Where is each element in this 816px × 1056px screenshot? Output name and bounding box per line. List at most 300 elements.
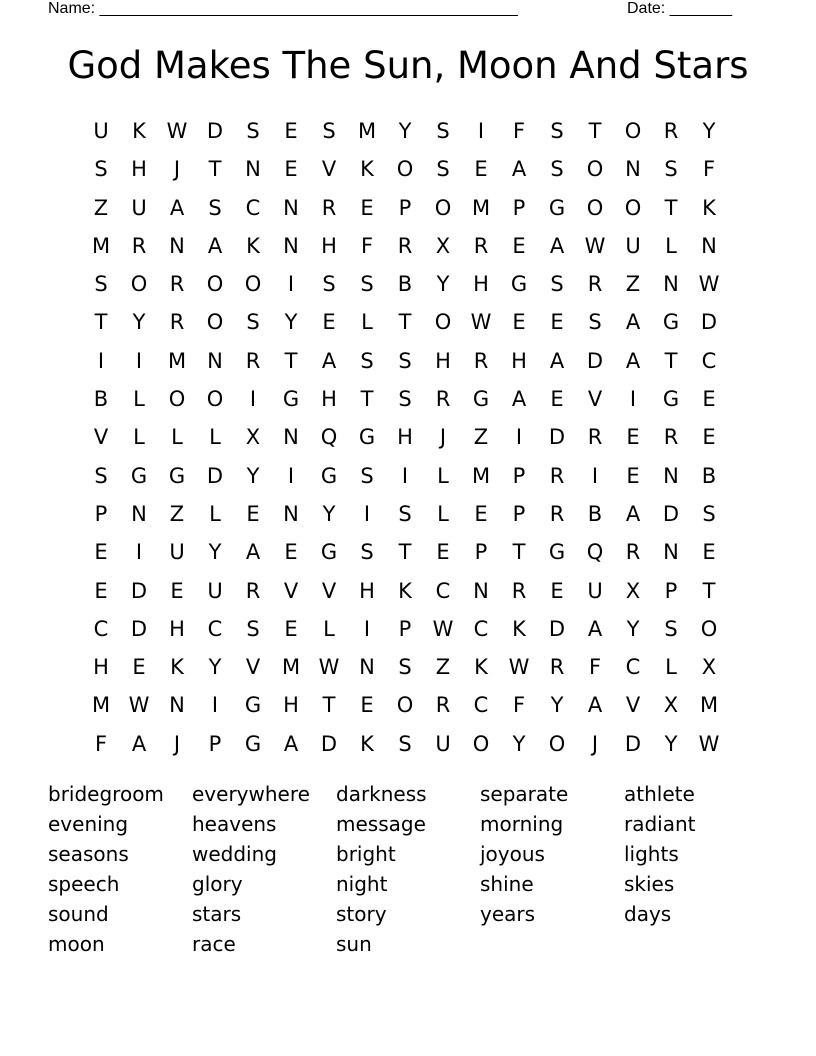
grid-letter: E bbox=[284, 540, 298, 565]
grid-letter: Y bbox=[702, 119, 716, 143]
grid-letter: K bbox=[360, 731, 374, 756]
grid-letter: S bbox=[322, 119, 336, 143]
grid-letter: J bbox=[173, 157, 181, 182]
grid-letter: H bbox=[359, 578, 375, 603]
word-list-item: sun bbox=[336, 932, 372, 956]
grid-letter: I bbox=[287, 272, 295, 297]
grid-letter: V bbox=[321, 578, 337, 603]
grid-letter: Y bbox=[398, 119, 412, 143]
grid-letter: S bbox=[398, 348, 412, 373]
word-list-item: moon bbox=[48, 932, 105, 956]
grid-letter: V bbox=[283, 578, 299, 603]
grid-row bbox=[82, 380, 728, 418]
grid-letter: R bbox=[435, 387, 451, 412]
grid-letter: J bbox=[173, 731, 181, 756]
grid-letter: Z bbox=[435, 655, 451, 680]
grid-letter: A bbox=[511, 387, 527, 412]
grid-letter: G bbox=[244, 693, 262, 718]
grid-row bbox=[82, 648, 728, 686]
grid-letter: Y bbox=[322, 501, 336, 526]
word-list-item: lights bbox=[624, 842, 679, 866]
grid-letter: L bbox=[437, 501, 449, 526]
grid-letter: M bbox=[357, 119, 377, 143]
grid-letter: R bbox=[625, 540, 641, 565]
grid-letter: N bbox=[625, 157, 641, 182]
grid-letter: I bbox=[135, 348, 143, 373]
grid-letter: U bbox=[131, 195, 147, 220]
grid-letter: K bbox=[398, 578, 412, 603]
grid-letter: E bbox=[474, 157, 488, 182]
grid-letter: H bbox=[435, 348, 451, 373]
grid-letter: I bbox=[515, 425, 523, 450]
grid-letter: H bbox=[397, 425, 413, 450]
grid-letter: O bbox=[396, 157, 414, 182]
grid-letter: E bbox=[626, 425, 640, 450]
grid-letter: N bbox=[473, 578, 489, 603]
grid-letter: A bbox=[169, 195, 185, 220]
word-list-item: race bbox=[192, 932, 236, 956]
grid-letter: R bbox=[169, 272, 185, 297]
word-list-item: days bbox=[624, 902, 672, 926]
grid-letter: Y bbox=[626, 616, 640, 641]
grid-letter: Y bbox=[208, 655, 222, 680]
grid-letter: H bbox=[131, 157, 147, 182]
grid-letter: L bbox=[209, 501, 221, 526]
grid-letter: O bbox=[244, 272, 262, 297]
grid-letter: B bbox=[587, 501, 603, 526]
grid-letter: S bbox=[360, 348, 374, 373]
grid-letter: S bbox=[246, 616, 260, 641]
grid-letter: S bbox=[550, 157, 564, 182]
letter-grid bbox=[82, 112, 728, 763]
grid-letter: T bbox=[664, 348, 678, 373]
grid-letter: E bbox=[550, 387, 564, 412]
grid-letter: B bbox=[701, 463, 717, 488]
grid-letter: O bbox=[586, 157, 604, 182]
grid-letter: R bbox=[245, 578, 261, 603]
grid-letter: C bbox=[701, 348, 717, 373]
grid-letter: E bbox=[436, 540, 450, 565]
grid-letter: O bbox=[548, 731, 566, 756]
grid-letter: G bbox=[168, 463, 186, 488]
grid-letter: E bbox=[550, 310, 564, 335]
grid-letter: T bbox=[94, 310, 108, 335]
grid-letter: Q bbox=[320, 425, 338, 450]
grid-letter: W bbox=[508, 655, 530, 680]
word-list-item: evening bbox=[48, 812, 129, 836]
grid-letter: D bbox=[130, 578, 148, 603]
grid-letter: P bbox=[512, 463, 526, 488]
grid-letter: M bbox=[699, 693, 719, 718]
grid-letter: A bbox=[625, 348, 641, 373]
grid-letter: G bbox=[662, 310, 680, 335]
grid-letter: K bbox=[246, 233, 260, 258]
grid-letter: H bbox=[511, 348, 527, 373]
grid-letter: C bbox=[435, 578, 451, 603]
grid-letter: A bbox=[587, 616, 603, 641]
grid-letter: S bbox=[664, 616, 678, 641]
grid-letter: G bbox=[320, 540, 338, 565]
grid-letter: A bbox=[625, 501, 641, 526]
grid-letter: S bbox=[208, 195, 222, 220]
grid-letter: N bbox=[663, 272, 679, 297]
grid-letter: P bbox=[664, 578, 678, 603]
grid-letter: W bbox=[698, 731, 720, 756]
grid-letter: S bbox=[94, 157, 108, 182]
name-field-label: Name: _______________________________________________ bbox=[48, 0, 518, 17]
grid-letter: W bbox=[318, 655, 340, 680]
grid-letter: V bbox=[625, 693, 641, 718]
grid-letter: D bbox=[206, 119, 224, 143]
grid-letter: D bbox=[586, 348, 604, 373]
grid-letter: C bbox=[245, 195, 261, 220]
grid-letter: T bbox=[512, 540, 526, 565]
grid-letter: L bbox=[209, 425, 221, 450]
grid-letter: F bbox=[94, 731, 108, 756]
grid-letter: W bbox=[584, 233, 606, 258]
grid-letter: O bbox=[472, 731, 490, 756]
word-list-item: shine bbox=[480, 872, 534, 896]
grid-letter: I bbox=[363, 501, 371, 526]
grid-letter: O bbox=[130, 272, 148, 297]
grid-letter: N bbox=[701, 233, 717, 258]
grid-letter: O bbox=[434, 310, 452, 335]
grid-letter: S bbox=[436, 157, 450, 182]
page-title: God Makes The Sun, Moon And Stars bbox=[67, 44, 749, 87]
grid-letter: N bbox=[283, 195, 299, 220]
grid-letter: I bbox=[211, 693, 219, 718]
word-list-item: morning bbox=[480, 812, 564, 836]
grid-letter: T bbox=[360, 387, 374, 412]
grid-letter: T bbox=[664, 195, 678, 220]
grid-letter: X bbox=[701, 655, 717, 680]
grid-letter: K bbox=[132, 119, 146, 143]
grid-letter: M bbox=[471, 195, 491, 220]
grid-letter: A bbox=[625, 310, 641, 335]
grid-letter: Y bbox=[246, 463, 260, 488]
grid-letter: W bbox=[698, 272, 720, 297]
grid-letter: Y bbox=[132, 310, 146, 335]
grid-letter: P bbox=[474, 540, 488, 565]
grid-letter: H bbox=[283, 693, 299, 718]
grid-letter: S bbox=[664, 157, 678, 182]
grid-letter: E bbox=[94, 578, 108, 603]
grid-letter: S bbox=[360, 540, 374, 565]
grid-letter: A bbox=[549, 348, 565, 373]
grid-letter: L bbox=[437, 463, 449, 488]
word-list-item: bridegroom bbox=[48, 782, 164, 806]
grid-letter: R bbox=[587, 272, 603, 297]
word-list-item: years bbox=[480, 902, 536, 926]
grid-letter: V bbox=[245, 655, 261, 680]
grid-letter: D bbox=[548, 425, 566, 450]
grid-row bbox=[82, 572, 728, 610]
grid-letter: D bbox=[700, 310, 718, 335]
word-list-item: stars bbox=[192, 902, 242, 926]
grid-letter: O bbox=[624, 119, 642, 143]
grid-letter: N bbox=[283, 501, 299, 526]
grid-letter: E bbox=[170, 578, 184, 603]
grid-letter: N bbox=[283, 425, 299, 450]
word-list-item: athlete bbox=[624, 782, 695, 806]
grid-letter: S bbox=[360, 463, 374, 488]
grid-letter: J bbox=[591, 731, 599, 756]
grid-row bbox=[82, 457, 728, 495]
grid-letter: E bbox=[284, 119, 298, 143]
grid-letter: T bbox=[322, 693, 336, 718]
grid-letter: D bbox=[130, 616, 148, 641]
grid-letter: U bbox=[435, 731, 451, 756]
grid-letter: Z bbox=[169, 501, 185, 526]
grid-letter: R bbox=[397, 233, 413, 258]
grid-row bbox=[82, 189, 728, 227]
grid-letter: Z bbox=[93, 195, 109, 220]
word-list-item: everywhere bbox=[192, 782, 310, 806]
grid-letter: E bbox=[284, 616, 298, 641]
grid-letter: G bbox=[320, 463, 338, 488]
grid-letter: Y bbox=[208, 540, 222, 565]
grid-letter: D bbox=[206, 463, 224, 488]
grid-letter: W bbox=[128, 693, 150, 718]
grid-letter: U bbox=[207, 578, 223, 603]
grid-letter: P bbox=[398, 616, 412, 641]
grid-letter: S bbox=[588, 310, 602, 335]
grid-letter: E bbox=[702, 540, 716, 565]
grid-letter: S bbox=[550, 272, 564, 297]
grid-letter: A bbox=[321, 348, 337, 373]
grid-letter: R bbox=[663, 119, 679, 143]
grid-letter: V bbox=[587, 387, 603, 412]
grid-letter: A bbox=[207, 233, 223, 258]
grid-letter: E bbox=[474, 501, 488, 526]
grid-letter: F bbox=[588, 655, 602, 680]
grid-letter: E bbox=[246, 501, 260, 526]
grid-letter: A bbox=[587, 693, 603, 718]
grid-letter: Y bbox=[664, 731, 678, 756]
grid-letter: T bbox=[284, 348, 298, 373]
grid-letter: O bbox=[624, 195, 642, 220]
grid-letter: W bbox=[432, 616, 454, 641]
grid-letter: O bbox=[396, 693, 414, 718]
grid-letter: S bbox=[94, 463, 108, 488]
word-list-item: heavens bbox=[192, 812, 277, 836]
grid-letter: L bbox=[361, 310, 373, 335]
grid-letter: Y bbox=[550, 693, 564, 718]
grid-letter: I bbox=[591, 463, 599, 488]
word-list-item: wedding bbox=[192, 842, 277, 866]
grid-letter: I bbox=[477, 119, 485, 143]
grid-letter: N bbox=[169, 233, 185, 258]
grid-row bbox=[82, 533, 728, 571]
grid-letter: C bbox=[207, 616, 223, 641]
grid-row bbox=[82, 342, 728, 380]
grid-letter: H bbox=[93, 655, 109, 680]
grid-letter: P bbox=[512, 195, 526, 220]
grid-row bbox=[82, 227, 728, 265]
grid-letter: H bbox=[473, 272, 489, 297]
grid-letter: E bbox=[512, 310, 526, 335]
grid-letter: T bbox=[398, 540, 412, 565]
grid-letter: X bbox=[435, 233, 451, 258]
grid-letter: R bbox=[473, 348, 489, 373]
word-list-item: message bbox=[336, 812, 426, 836]
grid-letter: O bbox=[206, 310, 224, 335]
grid-letter: O bbox=[586, 195, 604, 220]
grid-letter: G bbox=[548, 195, 566, 220]
grid-letter: S bbox=[246, 310, 260, 335]
grid-letter: M bbox=[91, 233, 111, 258]
grid-letter: K bbox=[170, 655, 184, 680]
grid-letter: R bbox=[511, 578, 527, 603]
grid-letter: E bbox=[626, 463, 640, 488]
word-list-item: seasons bbox=[48, 842, 129, 866]
grid-row bbox=[82, 303, 728, 341]
grid-letter: O bbox=[434, 195, 452, 220]
grid-letter: S bbox=[436, 119, 450, 143]
grid-letter: E bbox=[702, 425, 716, 450]
grid-letter: S bbox=[398, 387, 412, 412]
grid-letter: B bbox=[397, 272, 413, 297]
word-list-item: separate bbox=[480, 782, 569, 806]
grid-letter: D bbox=[320, 731, 338, 756]
grid-letter: T bbox=[398, 310, 412, 335]
grid-letter: I bbox=[363, 616, 371, 641]
grid-letter: N bbox=[131, 501, 147, 526]
grid-letter: S bbox=[360, 272, 374, 297]
grid-letter: U bbox=[625, 233, 641, 258]
grid-letter: L bbox=[171, 425, 183, 450]
grid-letter: R bbox=[245, 348, 261, 373]
grid-letter: S bbox=[550, 119, 564, 143]
grid-letter: R bbox=[131, 233, 147, 258]
grid-letter: O bbox=[206, 272, 224, 297]
word-list-item: story bbox=[336, 902, 387, 926]
grid-letter: B bbox=[93, 387, 109, 412]
grid-letter: I bbox=[97, 348, 105, 373]
grid-letter: S bbox=[246, 119, 260, 143]
word-list-item: glory bbox=[192, 872, 243, 896]
grid-letter: G bbox=[282, 387, 300, 412]
grid-row bbox=[82, 495, 728, 533]
grid-letter: T bbox=[588, 119, 602, 143]
grid-letter: C bbox=[93, 616, 109, 641]
grid-row bbox=[82, 265, 728, 303]
grid-letter: W bbox=[166, 119, 188, 143]
grid-row bbox=[82, 418, 728, 456]
grid-letter: N bbox=[663, 540, 679, 565]
grid-letter: G bbox=[244, 731, 262, 756]
grid-letter: V bbox=[93, 425, 109, 450]
grid-letter: K bbox=[512, 616, 526, 641]
grid-letter: E bbox=[702, 387, 716, 412]
grid-letter: X bbox=[625, 578, 641, 603]
grid-letter: S bbox=[398, 731, 412, 756]
grid-letter: Y bbox=[436, 272, 450, 297]
grid-letter: E bbox=[132, 655, 146, 680]
grid-letter: E bbox=[360, 195, 374, 220]
grid-letter: K bbox=[360, 157, 374, 182]
word-list-item: joyous bbox=[480, 842, 545, 866]
grid-letter: R bbox=[169, 310, 185, 335]
grid-letter: C bbox=[473, 616, 489, 641]
grid-letter: Y bbox=[284, 310, 298, 335]
grid-row bbox=[82, 150, 728, 188]
grid-letter: I bbox=[401, 463, 409, 488]
grid-letter: A bbox=[131, 731, 147, 756]
grid-letter: S bbox=[702, 501, 716, 526]
grid-letter: L bbox=[133, 425, 145, 450]
word-list-item: skies bbox=[624, 872, 675, 896]
grid-letter: N bbox=[245, 157, 261, 182]
date-field-label: Date: _______ bbox=[627, 0, 732, 17]
grid-letter: G bbox=[548, 540, 566, 565]
grid-letter: D bbox=[662, 501, 680, 526]
grid-letter: K bbox=[702, 195, 716, 220]
grid-letter: H bbox=[321, 387, 337, 412]
grid-letter: N bbox=[207, 348, 223, 373]
word-list-item: bright bbox=[336, 842, 396, 866]
grid-letter: Z bbox=[473, 425, 489, 450]
grid-letter: S bbox=[398, 501, 412, 526]
grid-letter: F bbox=[702, 157, 716, 182]
grid-letter: N bbox=[359, 655, 375, 680]
word-list-item: darkness bbox=[336, 782, 427, 806]
grid-letter: D bbox=[548, 616, 566, 641]
word-list-item: speech bbox=[48, 872, 120, 896]
grid-letter: A bbox=[511, 157, 527, 182]
grid-letter: T bbox=[702, 578, 716, 603]
grid-letter: C bbox=[625, 655, 641, 680]
grid-letter: F bbox=[512, 693, 526, 718]
grid-letter: S bbox=[94, 272, 108, 297]
grid-letter: E bbox=[550, 578, 564, 603]
grid-letter: N bbox=[169, 693, 185, 718]
grid-letter: V bbox=[321, 157, 337, 182]
grid-letter: O bbox=[206, 387, 224, 412]
grid-letter: F bbox=[512, 119, 526, 143]
grid-letter: G bbox=[472, 387, 490, 412]
grid-letter: P bbox=[94, 501, 108, 526]
grid-letter: D bbox=[624, 731, 642, 756]
grid-row bbox=[82, 610, 728, 648]
grid-letter: G bbox=[130, 463, 148, 488]
word-list-item: night bbox=[336, 872, 388, 896]
grid-letter: A bbox=[283, 731, 299, 756]
grid-letter: G bbox=[662, 387, 680, 412]
grid-letter: L bbox=[665, 233, 677, 258]
grid-letter: P bbox=[208, 731, 222, 756]
grid-letter: L bbox=[323, 616, 335, 641]
grid-letter: R bbox=[435, 693, 451, 718]
grid-letter: G bbox=[510, 272, 528, 297]
grid-letter: I bbox=[249, 387, 257, 412]
grid-letter: E bbox=[94, 540, 108, 565]
grid-letter: J bbox=[439, 425, 447, 450]
grid-letter: N bbox=[283, 233, 299, 258]
grid-letter: S bbox=[322, 272, 336, 297]
grid-letter: R bbox=[549, 655, 565, 680]
grid-letter: R bbox=[549, 501, 565, 526]
word-list-item: radiant bbox=[624, 812, 696, 836]
grid-letter: M bbox=[91, 693, 111, 718]
grid-letter: X bbox=[663, 693, 679, 718]
grid-letter: I bbox=[629, 387, 637, 412]
grid-letter: A bbox=[549, 233, 565, 258]
grid-letter: P bbox=[398, 195, 412, 220]
grid-letter: I bbox=[135, 540, 143, 565]
grid-letter: Q bbox=[586, 540, 604, 565]
grid-row bbox=[82, 112, 728, 150]
